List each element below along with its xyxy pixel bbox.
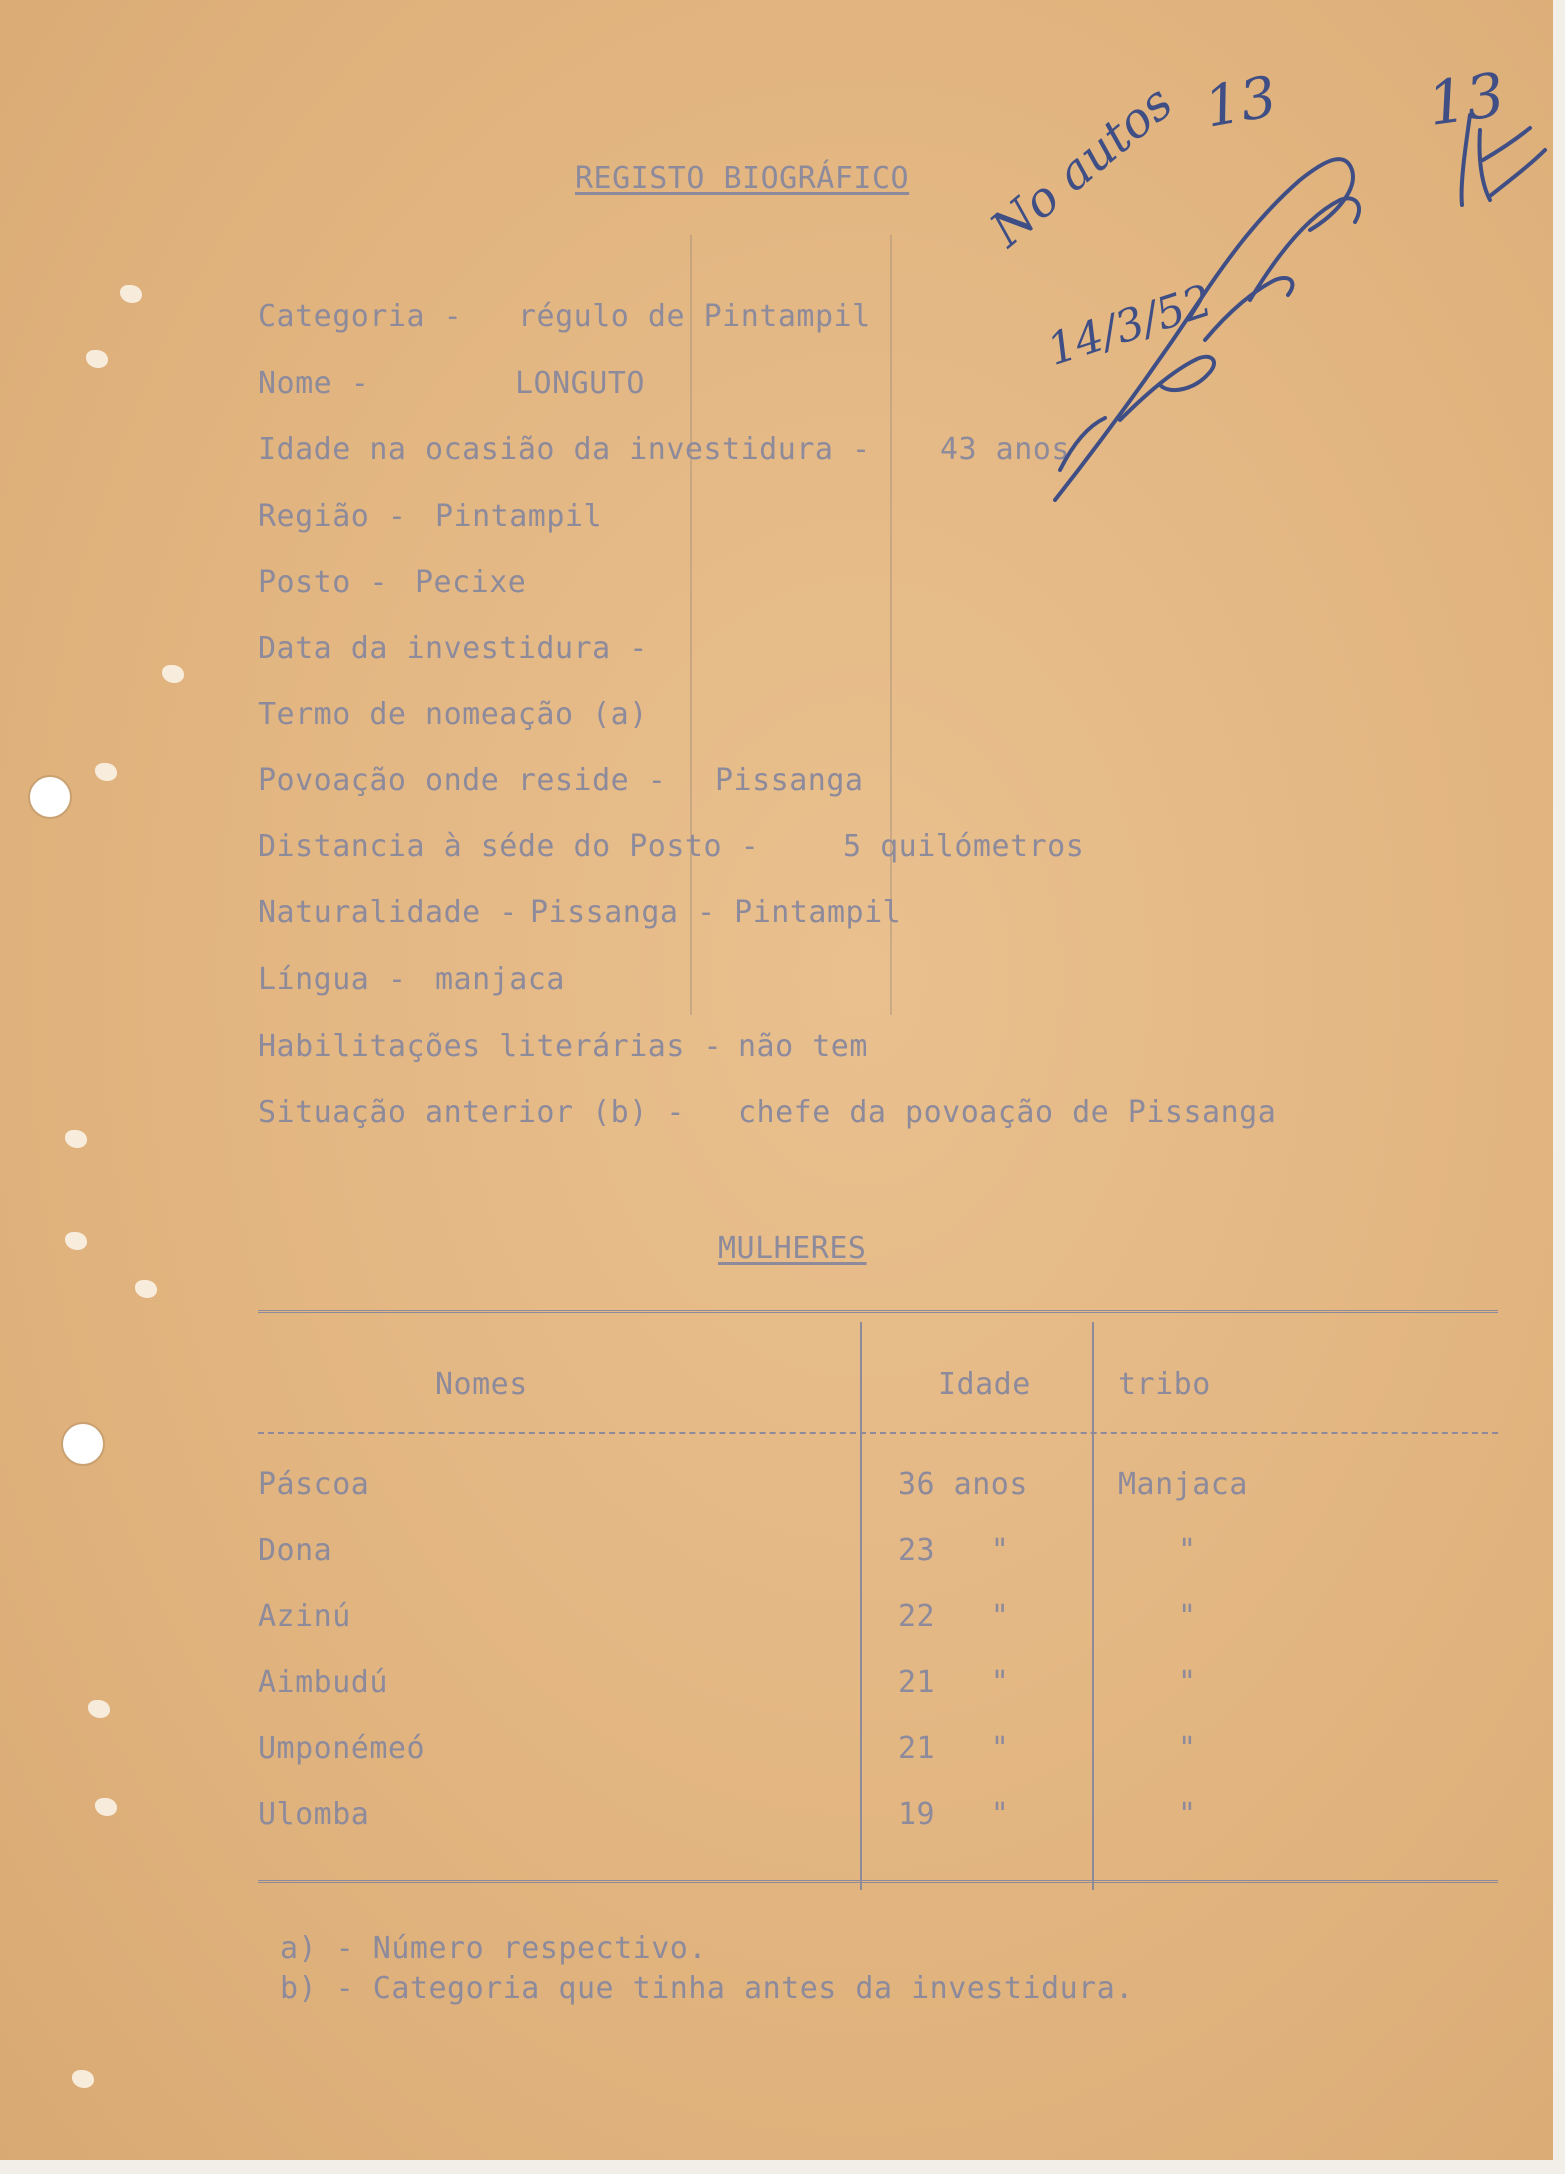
table-row-tribe: " (1178, 1533, 1197, 1568)
field-label-lingua: Língua - (258, 962, 407, 997)
table-row-tribe: " (1178, 1731, 1197, 1766)
handwritten-folio-number: 13 (1423, 60, 1509, 140)
field-label-posto: Posto - (258, 565, 388, 600)
table-row-age: 23 " (898, 1533, 1010, 1568)
table-row-name: Azinú (258, 1599, 351, 1634)
footnote-b: b) - Categoria que tinha antes da investidura. (280, 1971, 1134, 2006)
table-row-age: 21 " (898, 1731, 1010, 1766)
field-label-naturalidade: Naturalidade - (258, 895, 518, 930)
field-value-situacao-anterior: chefe da povoação de Pissanga (738, 1095, 1277, 1130)
table-row-age: 21 " (898, 1665, 1010, 1700)
table-row-age: 19 " (898, 1797, 1010, 1832)
footnote-a: a) - Número respectivo. (280, 1931, 707, 1966)
field-value-povoacao: Pissanga (715, 763, 864, 798)
handwritten-date: 14/3/52 (1041, 275, 1219, 376)
table-header-idade: Idade (938, 1367, 1031, 1402)
field-label-situacao-anterior: Situação anterior (b) - (258, 1095, 685, 1130)
table-row-name: Umponémeó (258, 1731, 426, 1766)
table-row-tribe: Manjaca (1118, 1467, 1248, 1502)
field-value-distancia: 5 quilómetros (843, 829, 1085, 864)
table-row-tribe: " (1178, 1797, 1197, 1832)
handwritten-note: No autos (980, 74, 1184, 258)
field-value-idade: 43 anos (940, 432, 1070, 467)
field-label-data-investidura: Data da investidura - (258, 631, 648, 666)
table-row-age: 36 anos (898, 1467, 1028, 1502)
field-label-termo-nomeacao: Termo de nomeação (a) (258, 697, 648, 732)
page-title: REGISTO BIOGRÁFICO (575, 161, 910, 196)
field-label-distancia: Distancia à séde do Posto - (258, 829, 760, 864)
field-label-habilitacoes: Habilitações literárias - (258, 1029, 723, 1064)
table-row-tribe: " (1178, 1665, 1197, 1700)
field-value-posto: Pecixe (415, 565, 527, 600)
table-row-name: Aimbudú (258, 1665, 388, 1700)
field-label-povoacao: Povoação onde reside - (258, 763, 667, 798)
field-value-nome: LONGUTO (515, 366, 645, 401)
field-value-naturalidade: Pissanga - Pintampil (530, 895, 902, 930)
table-header-tribo: tribo (1118, 1367, 1211, 1402)
field-value-lingua: manjaca (435, 962, 565, 997)
table-row-age: 22 " (898, 1599, 1010, 1634)
field-label-nome: Nome - (258, 366, 370, 401)
table-row-name: Ulomba (258, 1797, 370, 1832)
field-label-idade: Idade na ocasião da investidura - (258, 432, 871, 467)
table-row-name: Páscoa (258, 1467, 370, 1502)
field-label-categoria: Categoria - (258, 299, 463, 334)
table-row-name: Dona (258, 1533, 333, 1568)
field-value-categoria: régulo de Pintampil (518, 299, 871, 334)
field-label-regiao: Região - (258, 499, 407, 534)
field-value-habilitacoes: não tem (738, 1029, 868, 1064)
handwritten-page-number: 13 (1199, 64, 1282, 141)
table-row-tribe: " (1178, 1599, 1197, 1634)
table-header-nomes: Nomes (435, 1367, 528, 1402)
field-value-regiao: Pintampil (435, 499, 603, 534)
wives-heading: MULHERES (718, 1231, 867, 1266)
